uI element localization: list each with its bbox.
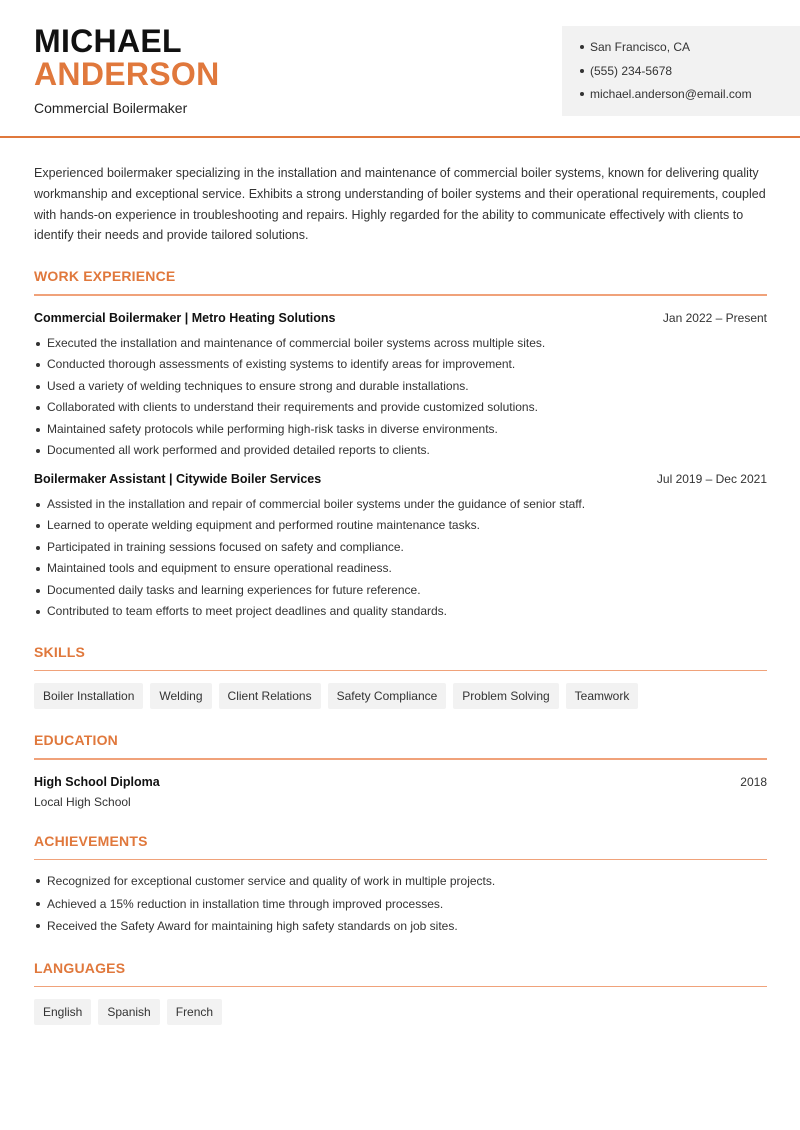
contact-phone: (555) 234-5678 <box>580 63 800 87</box>
list-item: Contributed to team efforts to meet project deadlines and quality standards. <box>34 601 767 623</box>
section-title-languages: LANGUAGES <box>34 959 126 976</box>
job-role: Boilermaker Assistant | Citywide Boiler Services <box>34 471 322 486</box>
list-item: Maintained tools and equipment to ensure operational readiness. <box>34 558 767 580</box>
job-dates: Jan 2022 – Present <box>662 310 767 325</box>
work-experience-section <box>34 268 767 623</box>
achievements-list <box>34 870 767 938</box>
section-title-education: EDUCATION <box>34 732 118 749</box>
skill-tag: Safety Compliance <box>328 683 447 709</box>
skill-tag: Client Relations <box>219 683 321 709</box>
first-name: MICHAEL <box>34 23 182 59</box>
language-tag: English <box>34 999 91 1025</box>
list-item: Documented daily tasks and learning experiences for future reference. <box>34 580 767 602</box>
resume-body <box>34 163 767 1025</box>
job-dates: Jul 2019 – Dec 2021 <box>656 471 767 486</box>
section-title-skills: SKILLS <box>34 643 85 660</box>
job-title: Commercial Boilermaker <box>34 100 188 116</box>
section-title-achievements: ACHIEVEMENTS <box>34 832 148 849</box>
list-item: Recognized for exceptional customer service and quality of work in multiple projects. <box>34 870 767 893</box>
section-divider <box>34 986 767 988</box>
contact-email: michael.anderson@email.com <box>580 86 800 110</box>
section-divider <box>34 859 767 861</box>
list-item: Conducted thorough assessments of existing systems to identify areas for improvement. <box>34 354 767 376</box>
achievements-section <box>34 833 767 938</box>
list-item: Collaborated with clients to understand their requirements and provide customized solutions. <box>34 397 767 419</box>
list-item: Participated in training sessions focused on safety and compliance. <box>34 537 767 559</box>
skills-list <box>34 683 767 709</box>
skill-tag: Teamwork <box>566 683 639 709</box>
education-year: 2018 <box>740 774 767 789</box>
list-item: Used a variety of welding techniques to ensure strong and durable installations. <box>34 376 767 398</box>
list-item: Executed the installation and maintenance of commercial boiler systems across multiple sites. <box>34 333 767 355</box>
skill-tag: Problem Solving <box>453 683 558 709</box>
list-item: Documented all work performed and provided detailed reports to clients. <box>34 440 767 462</box>
section-divider <box>34 670 767 672</box>
job-bullets <box>34 333 767 462</box>
list-item: Assisted in the installation and repair of commercial boiler systems under the guidance of senior staff. <box>34 494 767 516</box>
resume-header <box>0 0 800 138</box>
education-degree: High School Diploma <box>34 774 160 789</box>
education-section <box>34 732 767 809</box>
list-item: Learned to operate welding equipment and performed routine maintenance tasks. <box>34 515 767 537</box>
summary: Experienced boilermaker specializing in the installation and maintenance of commercial boiler systems, known for delivering quality workmanship and exceptional service. Exhibits a strong understanding of boiler systems and their operational requirements, coupled with hands-on experience in troubleshooting and repairs. Highly regarded for the ability to communicate effectively with clients to identify their needs and provide tailored solutions. <box>34 166 766 243</box>
language-tag: Spanish <box>98 999 159 1025</box>
skill-tag: Welding <box>150 683 211 709</box>
last-name: ANDERSON <box>34 56 220 92</box>
education-school: Local High School <box>34 794 131 809</box>
job-role: Commercial Boilermaker | Metro Heating Solutions <box>34 310 336 325</box>
contact-box <box>562 26 800 116</box>
language-tag: French <box>167 999 222 1025</box>
job-entry <box>34 472 767 623</box>
section-divider <box>34 294 767 296</box>
skill-tag: Boiler Installation <box>34 683 143 709</box>
skills-section <box>34 644 767 710</box>
section-divider <box>34 758 767 760</box>
list-item: Received the Safety Award for maintaining high safety standards on job sites. <box>34 915 767 938</box>
languages-section <box>34 960 767 1026</box>
list-item: Achieved a 15% reduction in installation time through improved processes. <box>34 893 767 916</box>
languages-list <box>34 999 767 1025</box>
contact-location: San Francisco, CA <box>580 39 800 63</box>
section-title-experience: WORK EXPERIENCE <box>34 268 176 285</box>
list-item: Maintained safety protocols while performing high-risk tasks in diverse environments. <box>34 419 767 441</box>
job-bullets <box>34 494 767 623</box>
job-entry <box>34 311 767 462</box>
